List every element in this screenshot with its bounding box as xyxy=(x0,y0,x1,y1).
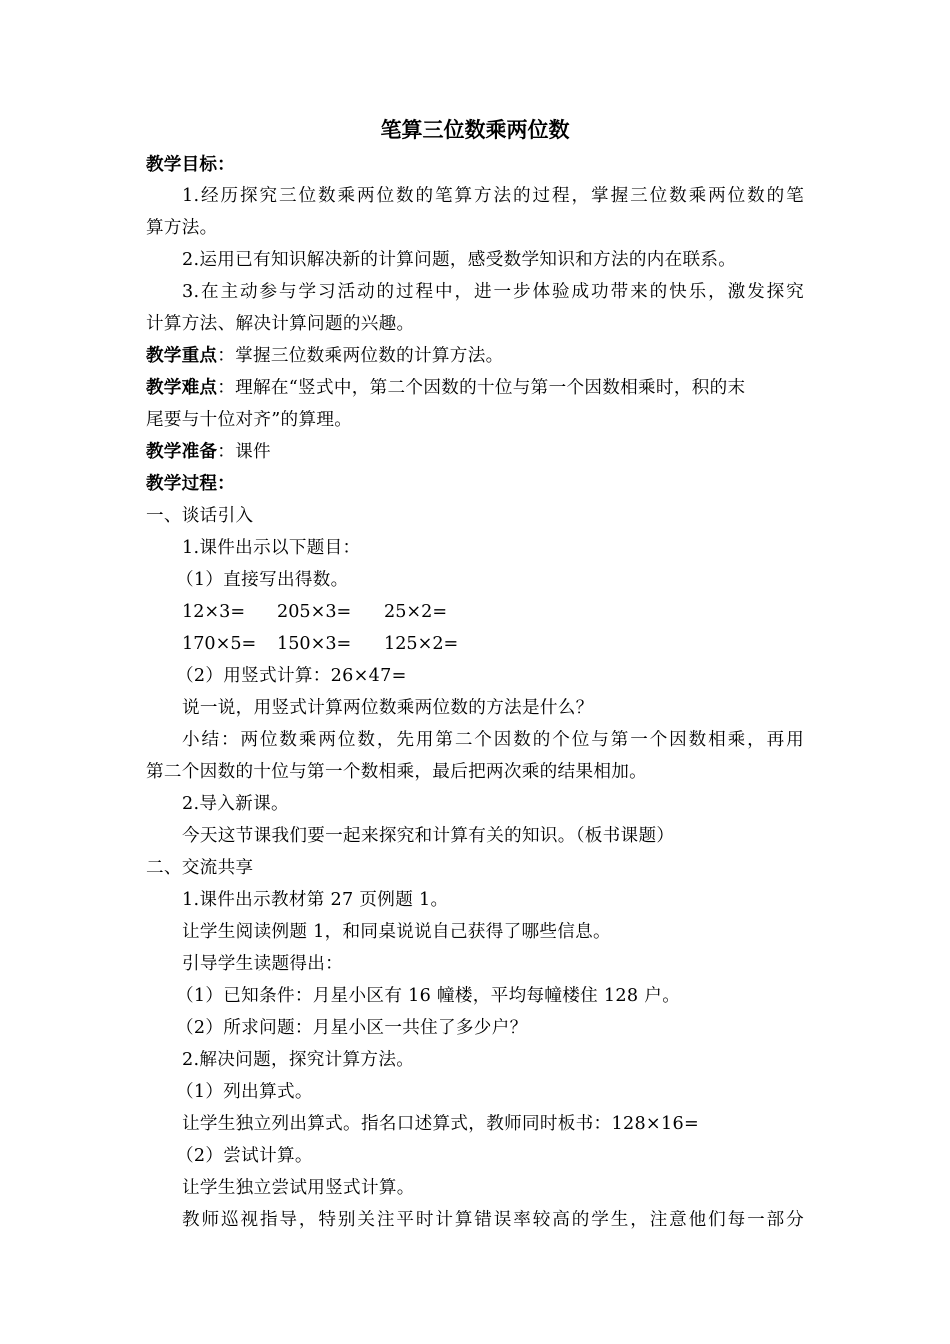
section-1-p1: 1.课件出示以下题目： xyxy=(182,538,361,558)
difficulty-line-1 xyxy=(146,376,804,400)
section-1-summary-line-2: 第二个因数的十位与第一个数相乘，最后把两次乘的结果相加。 xyxy=(146,762,648,782)
section-2-p4: （1）已知条件：月星小区有 16 幢楼，平均每幢楼住 128 户。 xyxy=(176,986,681,1006)
exercise-5: 150×3= xyxy=(277,634,352,654)
section-2-p8: 让学生独立列出算式。指名口述算式，教师同时板书：128×16= xyxy=(182,1114,700,1134)
exercise-row-2 xyxy=(182,632,458,656)
section-1-p7: 今天这节课我们要一起来探究和计算有关的知识。（板书课题） xyxy=(182,826,675,846)
key-point-text: ：掌握三位数乘两位数的计算方法。 xyxy=(217,346,504,366)
difficulty-line-2: 尾要与十位对齐”的算理。 xyxy=(146,410,353,430)
section-2-p7: （1）列出算式。 xyxy=(176,1082,313,1102)
exercise-3: 25×2= xyxy=(384,602,448,622)
section-1-p4: 说一说，用竖式计算两位数乘两位数的方法是什么？ xyxy=(182,698,594,718)
section-2-p3: 引导学生读题得出： xyxy=(182,954,344,974)
section-1-p3: （2）用竖式计算：26×47= xyxy=(176,666,407,686)
exercise-2: 205×3= xyxy=(277,602,352,622)
objective-3-line-2: 计算方法、解决计算问题的兴趣。 xyxy=(146,314,415,334)
section-2-p2: 让学生阅读例题 1，和同桌说说自己获得了哪些信息。 xyxy=(182,922,611,942)
section-2-p6: 2.解决问题，探究计算方法。 xyxy=(182,1050,415,1070)
section-1-p6: 2.导入新课。 xyxy=(182,794,289,814)
exercise-6: 125×2= xyxy=(384,634,459,654)
section-2-p11: 教师巡视指导，特别关注平时计算错误率较高的学生，注意他们每一部分 xyxy=(182,1210,804,1230)
section-1-summary-line-1: 小结：两位数乘两位数，先用第二个因数的个位与第一个因数相乘，再用 xyxy=(182,730,804,750)
exercise-row-1 xyxy=(182,600,447,624)
objectives-heading: 教学目标： xyxy=(146,155,235,175)
document-title: 笔算三位数乘两位数 xyxy=(380,118,570,142)
preparation-label: 教学准备 xyxy=(146,442,218,462)
objective-3-line-1: 3.在主动参与学习活动的过程中，进一步体验成功带来的快乐，激发探究 xyxy=(182,282,804,302)
objective-1-line-2: 算方法。 xyxy=(146,218,218,238)
key-point-label: 教学重点 xyxy=(146,346,218,366)
exercise-1: 12×3= xyxy=(182,602,246,622)
key-point xyxy=(146,344,504,368)
preparation-text: ：课件 xyxy=(217,442,271,462)
difficulty-label: 教学难点 xyxy=(146,378,218,398)
objective-2: 2.运用已有知识解决新的计算问题，感受数学知识和方法的内在联系。 xyxy=(182,250,737,270)
exercise-4: 170×5= xyxy=(182,634,257,654)
objective-1-line-1: 1.经历探究三位数乘两位数的笔算方法的过程，掌握三位数乘两位数的笔 xyxy=(182,186,804,206)
process-heading: 教学过程： xyxy=(146,474,235,494)
difficulty-text-1: ：理解在“竖式中，第二个因数的十位与第一个因数相乘时，积的末 xyxy=(217,378,746,398)
section-2-p5: （2）所求问题：月星小区一共住了多少户？ xyxy=(176,1018,528,1038)
section-2-p9: （2）尝试计算。 xyxy=(176,1146,313,1166)
section-1-p2: （1）直接写出得数。 xyxy=(176,570,349,590)
section-2-heading: 二、交流共享 xyxy=(146,858,254,878)
section-1-heading: 一、谈话引入 xyxy=(146,506,254,526)
section-2-p10: 让学生独立尝试用竖式计算。 xyxy=(182,1178,415,1198)
section-2-p1: 1.课件出示教材第 27 页例题 1。 xyxy=(182,890,449,910)
preparation xyxy=(146,440,271,464)
